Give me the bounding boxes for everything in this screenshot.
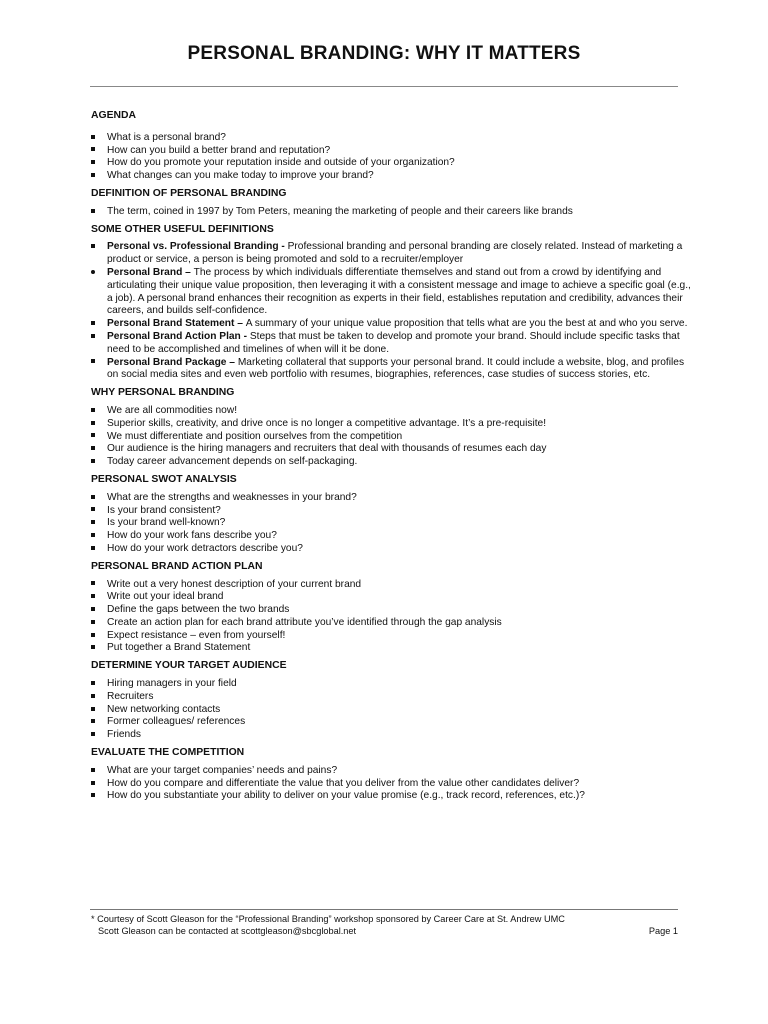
page-number: Page 1 — [648, 926, 678, 936]
section-heading: PERSONAL SWOT ANALYSIS — [91, 473, 237, 485]
list-item — [91, 579, 691, 592]
section — [91, 747, 691, 803]
list-item-text: What are your target companies’ needs and pains? — [107, 764, 338, 776]
section-heading: WHY PERSONAL BRANDING — [91, 387, 235, 399]
list-item — [91, 431, 691, 444]
list-item — [91, 530, 691, 543]
definition-term: Personal Brand Statement – — [107, 318, 246, 330]
list-item — [91, 456, 691, 469]
list-item-text: How do you compare and differentiate the value that you deliver from the value other candidates deliver? — [107, 777, 580, 789]
list-item-text: We must differentiate and position ourselves from the competition — [107, 430, 403, 442]
list-item-text: How do you substantiate your ability to deliver on your value promise (e.g., track record, references, etc.)? — [107, 790, 585, 802]
list-item-text: Hiring managers in your field — [107, 678, 237, 690]
list-item — [91, 357, 691, 383]
list-item — [91, 543, 691, 556]
square-bullet-icon — [91, 132, 101, 145]
list-item-text: What changes can you make today to improve your brand? — [107, 170, 374, 182]
list-item-text: New networking contacts — [107, 703, 221, 715]
list-item-text: Write out a very honest description of your current brand — [107, 578, 362, 590]
list-item — [91, 617, 691, 630]
list-item — [91, 678, 691, 691]
definition-text: Marketing collateral that supports your personal brand. It could include a website, blog, and profiles on social media sites and even web portfolio with resumes, biographies, references, case studies of success stories, etc. — [107, 356, 685, 381]
list-item-text: Put together a Brand Statement — [107, 642, 251, 654]
bullet-list — [91, 241, 691, 382]
list-item — [91, 170, 691, 183]
list-item-text: Define the gaps between the two brands — [107, 604, 290, 616]
square-bullet-icon — [91, 145, 101, 158]
list-item — [91, 630, 691, 643]
square-bullet-icon — [91, 492, 101, 505]
square-bullet-icon — [91, 790, 101, 803]
square-bullet-icon — [91, 604, 101, 617]
list-item — [91, 145, 691, 158]
list-item — [91, 691, 691, 704]
footer-notes — [91, 913, 679, 937]
list-item-text: Is your brand well-known? — [107, 517, 226, 529]
square-bullet-icon — [91, 704, 101, 717]
section-heading: EVALUATE THE COMPETITION — [91, 747, 245, 759]
list-item — [91, 267, 691, 318]
bullet-list — [91, 206, 691, 219]
definition-term: Personal vs. Professional Branding - — [107, 241, 288, 253]
list-item-text: Expect resistance – even from yourself! — [107, 629, 286, 641]
square-bullet-icon — [91, 729, 101, 742]
round-bullet-icon — [91, 267, 101, 280]
list-item — [91, 157, 691, 170]
list-item-text: How do your work detractors describe you? — [107, 542, 303, 554]
footer-contact: Scott Gleason can be contacted at scottgleason@sbcglobal.net — [98, 926, 357, 936]
square-bullet-icon — [91, 778, 101, 791]
definition-text: A summary of your unique value proposition that tells what are you the best at and who you serve. — [245, 318, 688, 330]
section-heading: DEFINITION OF PERSONAL BRANDING — [91, 187, 287, 199]
list-item — [91, 716, 691, 729]
list-item-text: Write out your ideal brand — [107, 591, 224, 603]
definition-term: Personal Brand Action Plan - — [107, 330, 250, 342]
square-bullet-icon — [91, 331, 101, 344]
list-item-text: How can you build a better brand and reputation? — [107, 144, 331, 156]
bullet-list — [91, 492, 691, 556]
footer-credit: * Courtesy of Scott Gleason for the “Professional Branding” workshop sponsored by Career Care at St. Andrew UMC — [91, 914, 565, 924]
list-item — [91, 642, 691, 655]
square-bullet-icon — [91, 241, 101, 254]
list-item-text: Former colleagues/ references — [107, 716, 246, 728]
square-bullet-icon — [91, 505, 101, 518]
square-bullet-icon — [91, 157, 101, 170]
list-item-text: Superior skills, creativity, and drive once is no longer a competitive advantage. It’s a pre-requisite! — [107, 417, 547, 429]
document-title: PERSONAL BRANDING: WHY IT MATTERS — [187, 43, 581, 64]
list-item — [91, 778, 691, 791]
list-item — [91, 405, 691, 418]
list-item — [91, 331, 691, 357]
section-heading: PERSONAL BRAND ACTION PLAN — [91, 560, 263, 572]
definition-text: Steps that must be taken to develop and promote your brand. Should include specific tasks that need to be accomplished and timelines of when will it be done. — [107, 330, 680, 355]
list-item — [91, 443, 691, 456]
square-bullet-icon — [91, 170, 101, 183]
list-item-text: What is a personal brand? — [107, 131, 226, 143]
definition-term: Personal Brand Package – — [107, 356, 238, 368]
list-item — [91, 318, 691, 331]
square-bullet-icon — [91, 630, 101, 643]
square-bullet-icon — [91, 543, 101, 556]
list-item — [91, 492, 691, 505]
list-item — [91, 206, 691, 219]
definition-text: Professional branding and personal branding are closely related. Instead of marketing a product or service, a person is being promoted and sold to a recruiter/employer — [107, 241, 683, 266]
bullet-list — [91, 678, 691, 742]
square-bullet-icon — [91, 530, 101, 543]
square-bullet-icon — [91, 443, 101, 456]
square-bullet-icon — [91, 765, 101, 778]
square-bullet-icon — [91, 318, 101, 331]
section — [91, 660, 691, 742]
square-bullet-icon — [91, 456, 101, 469]
list-item — [91, 418, 691, 431]
square-bullet-icon — [91, 579, 101, 592]
section — [91, 387, 691, 469]
definition-term: Personal Brand – — [107, 266, 194, 278]
definition-text: The process by which individuals differentiate themselves and stand out from a crowd by identifying and articulating their unique value proposition, then leveraging it with a consistent message and image to achieve a specific goal (e.g., a job). A personal brand enhances their recognition as experts in their field, establishes reputation and credibility, advances their careers, and builds self-confidence. — [107, 266, 691, 317]
section — [91, 561, 691, 656]
list-item-text: Is your brand consistent? — [107, 504, 221, 516]
list-item-text: How do you promote your reputation inside and outside of your organization? — [107, 157, 455, 169]
list-item-text: Recruiters — [107, 690, 154, 702]
list-item — [91, 591, 691, 604]
section-heading: SOME OTHER USEFUL DEFINITIONS — [91, 223, 274, 235]
list-item — [91, 729, 691, 742]
list-item-text: Our audience is the hiring managers and recruiters that deal with thousands of resumes each day — [107, 443, 547, 455]
square-bullet-icon — [91, 517, 101, 530]
square-bullet-icon — [91, 431, 101, 444]
list-item-text: Today career advancement depends on self-packaging. — [107, 456, 358, 468]
section-heading: DETERMINE YOUR TARGET AUDIENCE — [91, 660, 287, 672]
list-item-text: Create an action plan for each brand attribute you’ve identified through the gap analysis — [107, 616, 502, 628]
list-item-text: What are the strengths and weaknesses in your brand? — [107, 491, 357, 503]
title-divider — [90, 86, 678, 87]
list-item — [91, 604, 691, 617]
list-item — [91, 765, 691, 778]
document-body — [91, 110, 691, 803]
square-bullet-icon — [91, 405, 101, 418]
list-item-text: The term, coined in 1997 by Tom Peters, meaning the marketing of people and their careers like brands — [107, 205, 573, 217]
square-bullet-icon — [91, 678, 101, 691]
bullet-list — [91, 765, 691, 803]
section — [91, 188, 691, 219]
list-item-text: We are all commodities now! — [107, 404, 238, 416]
square-bullet-icon — [91, 716, 101, 729]
section-heading: AGENDA — [91, 110, 137, 121]
square-bullet-icon — [91, 206, 101, 219]
list-item — [91, 790, 691, 803]
square-bullet-icon — [91, 691, 101, 704]
bullet-list — [91, 405, 691, 469]
list-item-text: Friends — [107, 729, 141, 741]
footer-divider — [90, 909, 678, 910]
list-item — [91, 505, 691, 518]
section — [91, 474, 691, 556]
list-item — [91, 241, 691, 267]
bullet-list — [91, 132, 691, 183]
section — [91, 224, 691, 383]
square-bullet-icon — [91, 642, 101, 655]
list-item — [91, 132, 691, 145]
square-bullet-icon — [91, 357, 101, 370]
square-bullet-icon — [91, 591, 101, 604]
square-bullet-icon — [91, 617, 101, 630]
list-item — [91, 704, 691, 717]
square-bullet-icon — [91, 418, 101, 431]
list-item-text: How do your work fans describe you? — [107, 530, 277, 542]
list-item — [91, 517, 691, 530]
section — [91, 110, 691, 183]
bullet-list — [91, 579, 691, 656]
